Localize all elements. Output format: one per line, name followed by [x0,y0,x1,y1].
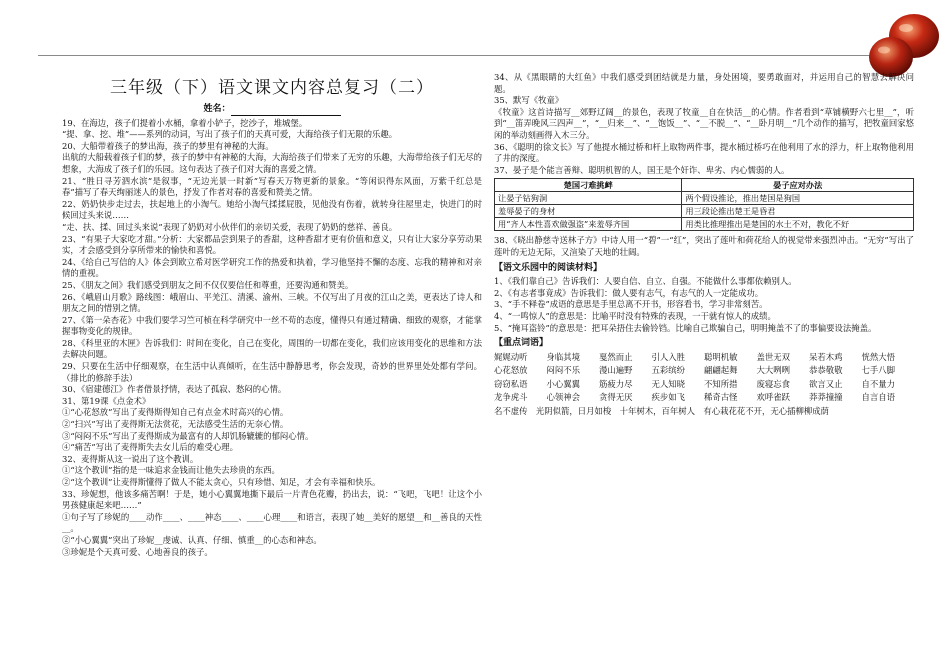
vocabulary-word: 漫山遍野 [599,365,633,376]
name-blank [231,107,341,116]
vocabulary-word: 无人知晓 [651,378,685,389]
reading-item-list [494,276,914,334]
vocabulary-word: 戛然而止 [599,351,633,362]
vocabulary-word: 疾步如飞 [651,392,685,403]
header-rule [38,55,912,56]
list-item: 37、晏子是个能言善辩、聪明机智的人，国王是个奸诈、卑劣、内心懦弱的人。 [494,164,790,175]
yanzi-table [494,178,914,231]
vocabulary-word: 恍然大悟 [861,351,895,362]
reading-item: 5、“掩耳盗铃”的意思是：把耳朵捂住去偷铃铛。比喻自己欺骗自己，明明掩盖不了的事偏要设法掩盖。 [494,322,877,333]
list-item: 30、《宿建德江》作者借景抒情，表达了孤寂、愁闷的心情。 [62,384,287,395]
vocabulary-word: 贪得无厌 [599,392,633,403]
apple-decoration-icon [864,6,944,82]
list-item: 20、大船带着孩子的梦出海，孩子的梦里有神秘的大海。 [62,140,274,151]
list-item: ①“这个教训”指的是一味追求金钱而让他失去珍贵的东西。 [62,465,280,476]
list-item: ②“扫兴”写出了麦得斯无法赏花，无法感受生活的无奈心情。 [62,419,289,430]
table-row [495,218,914,231]
vocabulary-word: 自言自语 [861,392,895,403]
vocabulary-word: 欲言又止 [809,378,843,389]
list-item: 23、“有果子大家吃才甜。”分析：大家都品尝到果子的香甜，这种香甜才更有价值和意义，只有让大家分享劳动果实，才会感受到分享所带来的愉快和喜悦。 [62,233,482,256]
word-last-line: 名不虚传 光阴似箭，日月如梭 十年树木，百年树人 有心栽花花不开，无心插柳柳成荫 [494,406,829,417]
reading-item: 3、“手不释卷”成语的意思是手里总离不开书，形容看书，学习非常刻苦。 [494,299,768,310]
list-item: 31、第19课《点金术》 [62,395,151,406]
table-row [495,192,914,205]
vocabulary-word: 五彩缤纷 [651,365,685,376]
table-cell: 羞辱晏子的身材 [495,205,682,218]
item-38: 38、《晓出静慈寺送林子方》中诗人用一“碧”一“红”，突出了莲叶和荷花给人的视觉带来强烈冲击。“无穷”写出了莲叶的无边无际，又渲染了天地的壮阔。 [494,235,914,257]
list-item: 36、《聪明的徐文长》写了他提水桶过桥和杆上取物两件事，提水桶过桥巧在他利用了水的浮力，杆上取物他利用了井的深度。 [494,141,914,164]
reading-item: 4、“一鸣惊人”的意思是：比喻平时没有特殊的表现，一干就有惊人的成绩。 [494,310,776,321]
table-cell: 两个假设推论，推出楚国是狗国 [682,192,914,205]
list-item: 21、“胜日寻芳泗水滨”是叙事，“无边光景一时新”写春天万物更新的景象。“等闲识得东风面，万紫千红总是春”描写了春天绚丽迷人的景色，抒发了作者对春的喜爱和赞美之情。 [62,175,482,198]
list-item: 25、《朋友之间》我们感受到朋友之间不仅仅要信任和尊重，还要沟通和赞美。 [62,279,354,290]
vocabulary-word: 筋疲力尽 [599,378,633,389]
list-item: ③珍妮是个天真可爱、心地善良的孩子。 [62,546,213,557]
table-header-cell: 楚国刁难挑衅 [495,179,682,192]
vocabulary-word: 身临其境 [546,351,580,362]
list-item: 28、《科里亚的木匣》告诉我们：时间在变化，自己在变化，周围的一切都在变化，我们应该用变化的思维和方法去解决问题。 [62,337,482,360]
list-item: ③“闷闷不乐”写出了麦得斯成为最富有的人却饥肠辘辘的郁闷心情。 [62,430,314,441]
reading-item: 2、《有志者事竟成》告诉我们：做人要有志气，有志气的人一定能成功。 [494,287,764,298]
list-item: 26、《峨眉山月歌》路线图：峨眉山、平羌江、清溪、渝州、三峡。不仅写出了月夜的江山之美，更表达了诗人和朋友之间的惜别之情。 [62,291,482,314]
name-label: 姓名： [203,104,231,114]
table-row [495,205,914,218]
right-column [494,72,914,418]
list-item: ②“这个教训”让麦得斯懂得了做人不能太贪心，只有珍惜、知足，才会有幸福和快乐。 [62,477,381,487]
list-item: 27、《第一朵杏花》中我们要学习竺可桢在科学研究中一丝不苟的态度，懂得只有通过精确、细致的观察，才能掌握事物变化的规律。 [62,314,482,337]
vocabulary-word: 恭恭敬敬 [809,365,843,376]
list-item: 《牧童》这首诗描写__郊野辽阔__的景色，表现了牧童__自在快活__的心情。作者看到“草铺横野六七里__”，听到“__笛弄晚风三四声__”，“__归来__”、“__饱饭__”、“__不脱__”、“__卧月明__”几个动作的描写，把牧童回家悠闲的举动刻画得入木三分。 [494,106,914,140]
vocabulary-word: 聪明机敏 [704,351,738,362]
reading-item: 1、《我们靠自己》告诉我们：人要自信、自立、自强。不能做什么事都依赖别人。 [494,276,797,287]
vocabulary-word: 小心翼翼 [546,378,580,389]
vocabulary-word: 大大咧咧 [756,365,790,376]
list-item: 22、奶奶快步走过去，扶起地上的小淘气。她给小淘气揉揉屁股，见他没有伤着，就转身往屋里走，快进门的时候回过头来说…… [62,198,482,221]
list-item: 29、只要在生活中仔细观察，在生活中认真倾听，在生活中静静思考，你会发现，奇妙的世界里处处都有学问。（排比的修辞手法） [62,361,482,383]
vocabulary-word: 窃窃私语 [494,378,528,389]
list-item: 24、《给自己写信的人》体会到欧立希对医学研究工作的热爱和执着，学习他坚持不懈的态度、忘我的精神和对亲情的重视。 [62,256,482,279]
left-item-list [62,118,482,559]
list-item: ②“小心翼翼”突出了珍妮__虔诚、认真、仔细、慎重__的心态和神态。 [62,534,322,545]
vocabulary-word: 呆若木鸡 [809,351,843,362]
table-cell: 用“齐人本性喜欢做强盗”来羞辱齐国 [495,218,682,231]
list-item: “提、拿、挖、堆”——系列的动词，写出了孩子们的天真可爱，大海给孩子们无限的乐趣。 [62,129,398,140]
vocabulary-word: 闷闷不乐 [546,365,580,376]
section-heading-words: 【重点词语】 [494,338,549,349]
vocabulary-word: 心花怒放 [494,365,528,376]
list-item: ①“心花怒放”写出了麦得斯得知自己有点金术时高兴的心情。 [62,407,289,418]
list-item: ①句子写了珍妮的____动作____、____神态____、____心理____和语言，表现了她__美好的愿望__和__善良的天性__。 [62,511,482,534]
vocabulary-word: 稀奇古怪 [704,392,738,403]
table-header-row [495,179,914,192]
list-item: “走、扶、揉、回过头来说”表现了奶奶对小伙伴们的亲切关爱，表现了奶奶的慈祥、善良。 [62,221,398,232]
table-header-cell: 晏子应对办法 [682,179,914,192]
table-cell: 用类比推理推出是楚国的水土不对，教化不好 [682,218,914,231]
vocabulary-word: 盖世无双 [756,351,790,362]
right-item-list [494,72,914,176]
table-cell: 用三段论推出楚王是昏君 [682,205,914,218]
vocabulary-word: 心领神会 [546,392,580,403]
vocabulary-word: 废寝忘食 [756,378,790,389]
name-field [62,104,482,116]
vocabulary-word: 不知所措 [704,378,738,389]
vocabulary-word: 自不量力 [861,378,895,389]
list-item: ④“痛苦”写出了麦得斯失去女儿后的难受心理。 [62,442,239,453]
table-cell: 让晏子钻狗洞 [495,192,682,205]
list-item: 34、从《黑眼睛的大红鱼》中我们感受到团结就是力量，身处困境，要勇敢面对，并运用自己的智慧去解决问题。 [494,72,914,94]
section-heading-reading: 【语文乐园中的阅读材料】 [494,262,603,273]
vocabulary-word: 娓娓动听 [494,351,528,362]
vocabulary-word: 七手八脚 [861,365,895,376]
vocabulary-word: 龙争虎斗 [494,392,528,403]
page-title: 三年级（下）语文课文内容总复习（二） [110,78,434,98]
list-item: 35、默写《牧童》 [494,95,564,106]
list-item: 出航的大船载着孩子们的梦，孩子的梦中有神秘的大海，大海给孩子们带来了无穷的乐趣，大海带给孩子们无尽的想象，大海成了孩子们的乐园。这句表达了孩子们对大海的喜爱之情。 [62,152,482,174]
word-grid [494,352,914,404]
vocabulary-word: 翩翩起舞 [704,365,738,376]
vocabulary-word: 引人入胜 [651,351,685,362]
list-item: 33、珍妮想，他该多痛苦啊！于是，她小心翼翼地撕下最后一片青色花瓣，扔出去，说：“飞吧，飞吧！让这个小男孩健康起来吧……” [62,488,482,511]
left-column [62,72,482,558]
vocabulary-word: 莽莽撞撞 [809,392,843,403]
list-item: 19、在海边，孩子们提着小水桶，拿着小铲子，挖沙子，堆城堡。 [62,117,308,128]
vocabulary-word: 欢呼雀跃 [756,392,790,403]
list-item: 32、麦得斯从这一说出了这个教训。 [62,453,199,464]
